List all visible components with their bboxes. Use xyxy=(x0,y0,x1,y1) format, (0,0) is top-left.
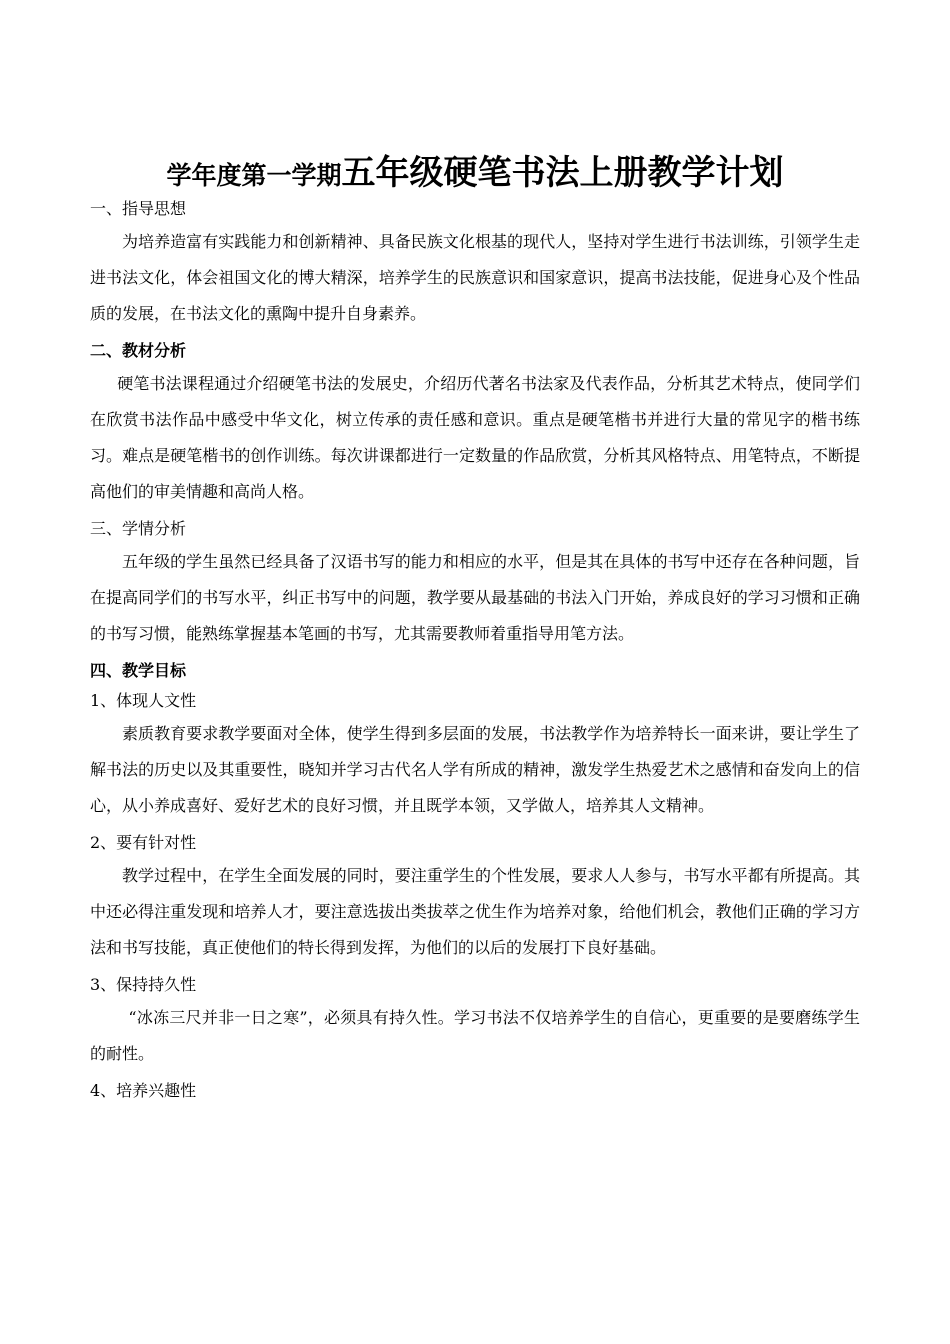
goal-heading-humanistic: 1、体现人文性 xyxy=(90,691,197,710)
goal-heading-persistence: 3、保持持久性 xyxy=(90,975,197,994)
title-prefix: 学年度第一学期 xyxy=(166,161,342,190)
goal-heading-interest: 4、培养兴趣性 xyxy=(90,1081,197,1100)
section-heading-teaching-goals: 四、教学目标 xyxy=(90,661,187,680)
section-heading-student-analysis: 三、学情分析 xyxy=(90,519,187,538)
goal-text-humanistic: 素质教育要求教学要面对全体，使学生得到多层面的发展，书法教学作为培养特长一面来讲，要让学生了解书法的历史以及其重要性，晓知并学习古代名人学有所成的精神，激发学生热爱艺术之感情和奋发向上的信心，从小养成喜好、爱好艺术的良好习惯，并且既学本领，又学做人，培养其人文精神。 xyxy=(90,724,860,815)
goal-text-persistence: “冰冻三尺并非一日之寒”，必须具有持久性。学习书法不仅培养学生的自信心，更重要的是要磨练学生的耐性。 xyxy=(90,1008,860,1063)
document-body xyxy=(90,194,860,1106)
section-text-guiding-ideology: 为培养造富有实践能力和创新精神、具备民族文化根基的现代人，坚持对学生进行书法训练，引领学生走进书法文化，体会祖国文化的博大精深，培养学生的民族意识和国家意识，提高书法技能，促进身心及个性品质的发展，在书法文化的熏陶中提升自身素养。 xyxy=(90,232,860,323)
section-heading-guiding-ideology: 一、指导思想 xyxy=(90,199,187,218)
section-text-student-analysis: 五年级的学生虽然已经具备了汉语书写的能力和相应的水平，但是其在具体的书写中还存在各种问题，旨在提高同学们的书写水平，纠正书写中的问题，教学要从最基础的书法入门开始，养成良好的学习习惯和正确的书写习惯，能熟练掌握基本笔画的书写，尤其需要教师着重指导用笔方法。 xyxy=(90,552,860,643)
title-main: 五年级硬笔书法上册教学计划 xyxy=(341,153,784,193)
goal-text-targeted: 教学过程中，在学生全面发展的同时，要注重学生的个性发展，要求人人参与，书写水平都有所提高。其中还必得注重发现和培养人才，要注意选拔出类拔萃之优生作为培养对象，给他们机会，教他们正确的学习方法和书写技能，真正使他们的特长得到发挥，为他们的以后的发展打下良好基础。 xyxy=(90,866,860,957)
section-text-textbook-analysis: 硬笔书法课程通过介绍硬笔书法的发展史，介绍历代著名书法家及代表作品，分析其艺术特点，使同学们在欣赏书法作品中感受中华文化，树立传承的责任感和意识。重点是硬笔楷书并进行大量的常见字的楷书练习。难点是硬笔楷书的创作训练。每次讲课都进行一定数量的作品欣赏，分析其风格特点、用笔特点，不断提高他们的审美情趣和高尚人格。 xyxy=(90,374,860,501)
goal-heading-targeted: 2、要有针对性 xyxy=(90,833,197,852)
section-heading-textbook-analysis: 二、教材分析 xyxy=(90,341,187,360)
